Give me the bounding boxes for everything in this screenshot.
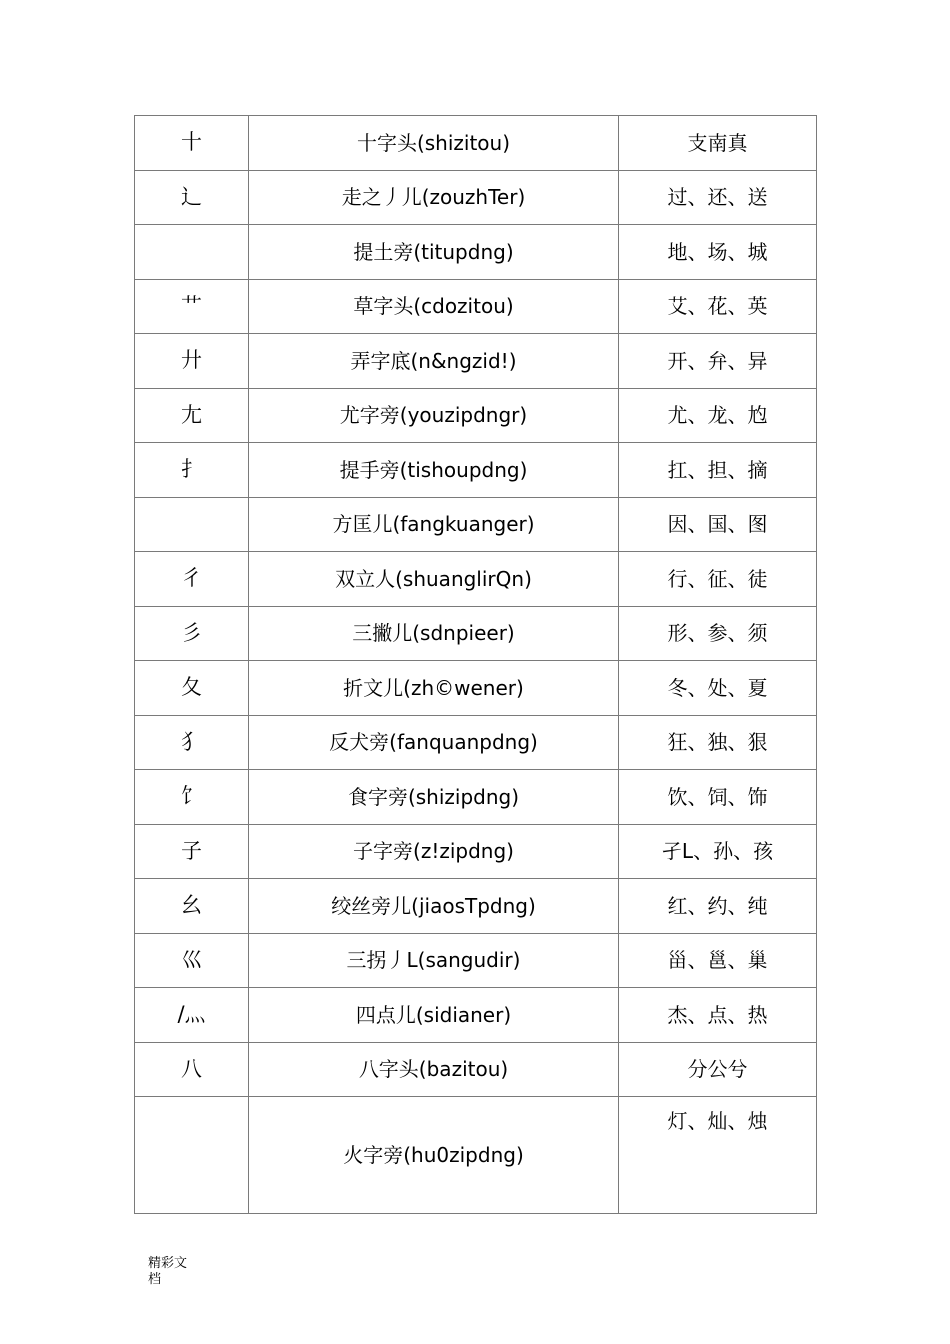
radical-cell: 彳 xyxy=(135,552,249,607)
radical-cell: 廾 xyxy=(135,334,249,389)
radical-cell: 扌 xyxy=(135,443,249,498)
radical-cell: 巛 xyxy=(135,933,249,988)
table-row xyxy=(135,606,817,661)
radical-name-cell: 走之丿儿(zouzhTer) xyxy=(249,170,619,225)
examples-cell: 杰、点、热 xyxy=(619,988,817,1043)
radical-cell: 彡 xyxy=(135,606,249,661)
table-row xyxy=(135,879,817,934)
footer-note xyxy=(148,1256,208,1288)
table-row xyxy=(135,388,817,443)
examples-cell: 饮、饲、饰 xyxy=(619,770,817,825)
examples-cell: 支南真 xyxy=(619,116,817,171)
radical-table xyxy=(134,115,817,1214)
table-row xyxy=(135,116,817,171)
radical-cell: 犭 xyxy=(135,715,249,770)
radical-name-cell: 十字头(shizitou) xyxy=(249,116,619,171)
examples-cell: 冬、处、夏 xyxy=(619,661,817,716)
radical-name-cell: 食字旁(shizipdng) xyxy=(249,770,619,825)
examples-cell: 行、征、徒 xyxy=(619,552,817,607)
examples-cell: 尤、龙、尥 xyxy=(619,388,817,443)
radical-name-cell: 提土旁(titupdng) xyxy=(249,225,619,280)
radical-cell: 饣 xyxy=(135,770,249,825)
table-row xyxy=(135,279,817,334)
radical-name-cell: 八字头(bazitou) xyxy=(249,1042,619,1097)
table-row xyxy=(135,1042,817,1097)
table-row xyxy=(135,552,817,607)
examples-cell: 狂、独、狠 xyxy=(619,715,817,770)
radical-name-cell: 子字旁(z!zipdng) xyxy=(249,824,619,879)
radical-name-cell: 三撇儿(sdnpieer) xyxy=(249,606,619,661)
radical-name-cell: 弄字底(n&ngzid!) xyxy=(249,334,619,389)
radical-cell: 八 xyxy=(135,1042,249,1097)
radical-cell: 艹 xyxy=(135,279,249,334)
table-row xyxy=(135,443,817,498)
radical-name-cell: 折文儿(zh©wener) xyxy=(249,661,619,716)
examples-cell: 扛、担、摘 xyxy=(619,443,817,498)
examples-cell: 艾、花、英 xyxy=(619,279,817,334)
examples-cell: 过、还、送 xyxy=(619,170,817,225)
radical-cell: 辶 xyxy=(135,170,249,225)
radical-cell: 尢 xyxy=(135,388,249,443)
radical-cell: 夂 xyxy=(135,661,249,716)
table-row xyxy=(135,661,817,716)
table-row xyxy=(135,770,817,825)
radical-name-cell: 反犬旁(fanquanpdng) xyxy=(249,715,619,770)
table-row xyxy=(135,933,817,988)
examples-cell: 甾、邕、巢 xyxy=(619,933,817,988)
table-row xyxy=(135,170,817,225)
table-row xyxy=(135,1097,817,1214)
table-row xyxy=(135,988,817,1043)
table-row xyxy=(135,715,817,770)
examples-cell: 地、场、城 xyxy=(619,225,817,280)
examples-cell: 分公兮 xyxy=(619,1042,817,1097)
radical-name-cell: 提手旁(tishoupdng) xyxy=(249,443,619,498)
radical-cell: 十 xyxy=(135,116,249,171)
radical-cell: 子 xyxy=(135,824,249,879)
table-row xyxy=(135,334,817,389)
table-body xyxy=(135,116,817,1214)
radical-name-cell: 绞丝旁儿(jiaosTpdng) xyxy=(249,879,619,934)
radical-cell xyxy=(135,225,249,280)
examples-cell: 红、约、纯 xyxy=(619,879,817,934)
table-row xyxy=(135,225,817,280)
radical-name-cell: 三拐丿L(sangudir) xyxy=(249,933,619,988)
radical-name-cell: 双立人(shuanglirQn) xyxy=(249,552,619,607)
examples-cell: 因、国、图 xyxy=(619,497,817,552)
radical-name-cell: 尤字旁(youzipdngr) xyxy=(249,388,619,443)
radical-name-cell: 四点儿(sidianer) xyxy=(249,988,619,1043)
table-row xyxy=(135,824,817,879)
footer-line: 档 xyxy=(148,1272,162,1287)
radical-cell xyxy=(135,497,249,552)
examples-cell: 灯、灿、烛 xyxy=(619,1097,817,1214)
examples-cell: 孑L、孙、孩 xyxy=(619,824,817,879)
radical-cell: /灬 xyxy=(135,988,249,1043)
examples-cell: 形、参、须 xyxy=(619,606,817,661)
radical-name-cell: 草字头(cdozitou) xyxy=(249,279,619,334)
radical-name-cell: 方匡儿(fangkuanger) xyxy=(249,497,619,552)
footer-line: 精彩文 xyxy=(148,1256,188,1271)
radical-cell: 幺 xyxy=(135,879,249,934)
radical-name-cell: 火字旁(hu0zipdng) xyxy=(249,1097,619,1214)
examples-cell: 开、弁、异 xyxy=(619,334,817,389)
table-row xyxy=(135,497,817,552)
radical-cell xyxy=(135,1097,249,1214)
